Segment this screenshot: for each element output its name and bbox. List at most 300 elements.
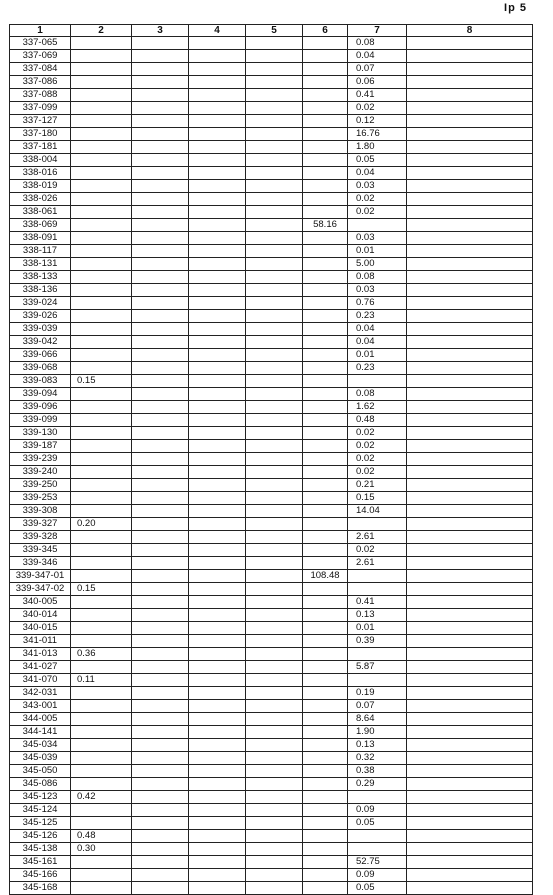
table-cell-col-5 [246,232,303,245]
table-cell-col-8 [407,635,533,648]
table-cell-col-8 [407,63,533,76]
table-cell-col-1: 337-181 [10,141,71,154]
table-cell-col-5 [246,466,303,479]
table-cell-col-6 [303,89,348,102]
table-cell-col-6 [303,830,348,843]
table-cell-col-6 [303,687,348,700]
table-cell-col-6: 58.16 [303,219,348,232]
table-row [10,843,533,856]
column-header: 3 [132,25,189,37]
table-cell-col-3 [132,791,189,804]
table-row [10,414,533,427]
table-cell-col-3 [132,765,189,778]
table-cell-col-1: 339-096 [10,401,71,414]
table-cell-col-1: 339-024 [10,297,71,310]
table-cell-col-4 [189,193,246,206]
table-cell-col-6 [303,856,348,869]
table-cell-col-7: 0.02 [348,193,407,206]
table-row [10,596,533,609]
table-cell-col-1: 345-039 [10,752,71,765]
table-cell-col-4 [189,310,246,323]
table-cell-col-6 [303,102,348,115]
table-cell-col-7: 0.02 [348,544,407,557]
table-cell-col-4 [189,362,246,375]
table-cell-col-7: 0.39 [348,635,407,648]
table-cell-col-8 [407,882,533,895]
table-cell-col-1: 339-094 [10,388,71,401]
table-cell-col-5 [246,128,303,141]
table-cell-col-2 [71,635,132,648]
table-row [10,362,533,375]
table-cell-col-6 [303,440,348,453]
table-cell-col-6 [303,336,348,349]
table-cell-col-6 [303,258,348,271]
table-cell-col-7: 0.04 [348,167,407,180]
table-cell-col-3 [132,232,189,245]
table-cell-col-6 [303,141,348,154]
table-cell-col-2: 0.15 [71,375,132,388]
table-cell-col-2 [71,128,132,141]
table-cell-col-2 [71,50,132,63]
table-cell-col-3 [132,76,189,89]
table-cell-col-1: 339-250 [10,479,71,492]
table-cell-col-3 [132,219,189,232]
table-cell-col-5 [246,765,303,778]
table-cell-col-6 [303,531,348,544]
table-cell-col-1: 339-039 [10,323,71,336]
table-cell-col-5 [246,284,303,297]
table-cell-col-2 [71,310,132,323]
table-cell-col-8 [407,232,533,245]
table-cell-col-7: 0.13 [348,609,407,622]
table-cell-col-3 [132,869,189,882]
table-cell-col-5 [246,401,303,414]
table-cell-col-8 [407,843,533,856]
table-cell-col-3 [132,570,189,583]
table-cell-col-8 [407,765,533,778]
table-row [10,401,533,414]
table-cell-col-8 [407,128,533,141]
table-row [10,193,533,206]
table-cell-col-3 [132,50,189,63]
table-cell-col-8 [407,700,533,713]
table-cell-col-6 [303,50,348,63]
table-cell-col-2 [71,453,132,466]
table-cell-col-6 [303,869,348,882]
table-cell-col-4 [189,271,246,284]
table-cell-col-1: 344-141 [10,726,71,739]
table-cell-col-3 [132,739,189,752]
table-cell-col-2 [71,778,132,791]
column-header: 1 [10,25,71,37]
table-cell-col-3 [132,414,189,427]
table-cell-col-3 [132,609,189,622]
table-cell-col-7: 0.08 [348,37,407,50]
table-cell-col-6 [303,817,348,830]
table-cell-col-4 [189,115,246,128]
table-cell-col-5 [246,323,303,336]
table-cell-col-1: 337-086 [10,76,71,89]
table-cell-col-6 [303,557,348,570]
table-cell-col-2 [71,219,132,232]
table-cell-col-7: 0.21 [348,479,407,492]
table-cell-col-5 [246,570,303,583]
table-cell-col-8 [407,713,533,726]
table-cell-col-3 [132,687,189,700]
table-cell-col-8 [407,583,533,596]
table-cell-col-8 [407,557,533,570]
table-cell-col-6 [303,245,348,258]
table-cell-col-6 [303,193,348,206]
table-cell-col-6: 108.48 [303,570,348,583]
table-cell-col-2 [71,557,132,570]
table-row [10,63,533,76]
table-cell-col-4 [189,648,246,661]
table-row [10,180,533,193]
table-cell-col-3 [132,856,189,869]
table-cell-col-3 [132,830,189,843]
table-cell-col-4 [189,843,246,856]
table-cell-col-3 [132,89,189,102]
table-cell-col-1: 345-126 [10,830,71,843]
table-cell-col-3 [132,102,189,115]
table-cell-col-7: 0.03 [348,284,407,297]
table-cell-col-4 [189,882,246,895]
table-cell-col-6 [303,297,348,310]
table-cell-col-6 [303,310,348,323]
table-cell-col-6 [303,271,348,284]
table-row [10,154,533,167]
table-row [10,882,533,895]
table-cell-col-5 [246,635,303,648]
table-cell-col-3 [132,271,189,284]
table-row [10,141,533,154]
table-cell-col-5 [246,778,303,791]
table-row [10,635,533,648]
table-cell-col-1: 345-123 [10,791,71,804]
table-cell-col-7: 5.00 [348,258,407,271]
table-cell-col-6 [303,661,348,674]
table-cell-col-8 [407,648,533,661]
table-cell-col-2 [71,492,132,505]
table-cell-col-3 [132,453,189,466]
table-cell-col-5 [246,505,303,518]
table-cell-col-2 [71,154,132,167]
table-row [10,310,533,323]
table-cell-col-2: 0.30 [71,843,132,856]
table-cell-col-2 [71,440,132,453]
table-cell-col-3 [132,882,189,895]
table-cell-col-6 [303,154,348,167]
table-cell-col-8 [407,401,533,414]
table-cell-col-7: 0.02 [348,466,407,479]
table-cell-col-6 [303,713,348,726]
table-cell-col-8 [407,336,533,349]
table-cell-col-6 [303,492,348,505]
table-row [10,50,533,63]
table-cell-col-2 [71,570,132,583]
table-cell-col-5 [246,154,303,167]
table-row [10,232,533,245]
table-cell-col-2 [71,505,132,518]
table-cell-col-6 [303,726,348,739]
table-cell-col-2 [71,245,132,258]
table-cell-col-8 [407,778,533,791]
table-cell-col-8 [407,258,533,271]
table-cell-col-6 [303,479,348,492]
table-cell-col-3 [132,375,189,388]
table-row [10,479,533,492]
table-cell-col-2 [71,102,132,115]
table-cell-col-8 [407,50,533,63]
table-cell-col-5 [246,206,303,219]
table-cell-col-5 [246,700,303,713]
table-cell-col-8 [407,323,533,336]
table-row [10,557,533,570]
table-cell-col-5 [246,830,303,843]
table-cell-col-3 [132,323,189,336]
table-cell-col-5 [246,622,303,635]
table-cell-col-2 [71,388,132,401]
table-cell-col-3 [132,258,189,271]
table-cell-col-2 [71,479,132,492]
table-cell-col-7: 1.62 [348,401,407,414]
table-cell-col-1: 338-004 [10,154,71,167]
table-cell-col-4 [189,401,246,414]
table-cell-col-2 [71,336,132,349]
table-row [10,167,533,180]
table-cell-col-7: 0.08 [348,388,407,401]
table-cell-col-1: 338-069 [10,219,71,232]
table-cell-col-2 [71,141,132,154]
table-cell-col-8 [407,752,533,765]
table-cell-col-5 [246,310,303,323]
table-cell-col-6 [303,375,348,388]
table-cell-col-6 [303,76,348,89]
table-cell-col-5 [246,141,303,154]
table-cell-col-7 [348,375,407,388]
table-row [10,531,533,544]
table-cell-col-7: 0.13 [348,739,407,752]
table-cell-col-5 [246,427,303,440]
table-row [10,726,533,739]
table-cell-col-1: 339-240 [10,466,71,479]
table-row [10,713,533,726]
table-cell-col-7 [348,830,407,843]
column-header: 5 [246,25,303,37]
table-cell-col-1: 345-034 [10,739,71,752]
table-cell-col-7: 2.61 [348,557,407,570]
table-cell-col-3 [132,193,189,206]
table-cell-col-4 [189,804,246,817]
table-cell-col-5 [246,63,303,76]
table-cell-col-1: 338-061 [10,206,71,219]
table-cell-col-4 [189,50,246,63]
table-cell-col-3 [132,128,189,141]
table-cell-col-5 [246,414,303,427]
table-cell-col-3 [132,518,189,531]
table-cell-col-1: 338-117 [10,245,71,258]
table-cell-col-3 [132,635,189,648]
table-cell-col-3 [132,752,189,765]
table-cell-col-6 [303,765,348,778]
table-cell-col-6 [303,427,348,440]
table-cell-col-7 [348,843,407,856]
table-cell-col-1: 339-328 [10,531,71,544]
table-cell-col-7: 0.38 [348,765,407,778]
table-cell-col-4 [189,518,246,531]
table-cell-col-4 [189,622,246,635]
table-cell-col-8 [407,492,533,505]
table-cell-col-2: 0.36 [71,648,132,661]
table-cell-col-2 [71,466,132,479]
table-cell-col-2 [71,89,132,102]
table-cell-col-5 [246,583,303,596]
table-cell-col-3 [132,661,189,674]
table-row [10,128,533,141]
table-cell-col-4 [189,531,246,544]
table-cell-col-1: 345-086 [10,778,71,791]
table-cell-col-2 [71,427,132,440]
table-cell-col-7 [348,648,407,661]
table-cell-col-4 [189,89,246,102]
table-cell-col-6 [303,180,348,193]
column-header: 6 [303,25,348,37]
table-cell-col-1: 339-239 [10,453,71,466]
table-cell-col-6 [303,505,348,518]
table-cell-col-5 [246,674,303,687]
table-cell-col-5 [246,869,303,882]
table-cell-col-1: 339-347-01 [10,570,71,583]
table-cell-col-7 [348,583,407,596]
table-row [10,102,533,115]
table-cell-col-3 [132,804,189,817]
table-row [10,583,533,596]
table-cell-col-1: 339-346 [10,557,71,570]
table-cell-col-2 [71,752,132,765]
table-cell-col-5 [246,843,303,856]
table-cell-col-7: 0.05 [348,882,407,895]
table-cell-col-4 [189,63,246,76]
table-cell-col-6 [303,115,348,128]
table-cell-col-1: 345-138 [10,843,71,856]
table-cell-col-8 [407,167,533,180]
table-cell-col-8 [407,453,533,466]
table-cell-col-8 [407,661,533,674]
table-cell-col-6 [303,635,348,648]
table-cell-col-4 [189,427,246,440]
table-cell-col-7: 0.09 [348,869,407,882]
table-cell-col-6 [303,466,348,479]
table-cell-col-4 [189,505,246,518]
table-cell-col-8 [407,76,533,89]
table-cell-col-2 [71,167,132,180]
table-cell-col-1: 339-327 [10,518,71,531]
table-row [10,271,533,284]
table-cell-col-6 [303,752,348,765]
table-cell-col-1: 339-347-02 [10,583,71,596]
table-cell-col-6 [303,609,348,622]
table-cell-col-2 [71,817,132,830]
table-cell-col-1: 338-136 [10,284,71,297]
table-cell-col-4 [189,726,246,739]
table-cell-col-2 [71,63,132,76]
table-cell-col-6 [303,453,348,466]
table-cell-col-1: 338-016 [10,167,71,180]
table-cell-col-2 [71,869,132,882]
table-cell-col-4 [189,687,246,700]
table-cell-col-5 [246,349,303,362]
table-cell-col-8 [407,570,533,583]
table-cell-col-8 [407,141,533,154]
table-row [10,674,533,687]
table-cell-col-5 [246,89,303,102]
table-cell-col-3 [132,362,189,375]
table-cell-col-8 [407,674,533,687]
table-cell-col-6 [303,284,348,297]
table-cell-col-2 [71,362,132,375]
table-cell-col-5 [246,115,303,128]
table-cell-col-1: 337-127 [10,115,71,128]
table-cell-col-6 [303,804,348,817]
table-cell-col-6 [303,843,348,856]
table-cell-col-4 [189,570,246,583]
table-cell-col-7: 0.12 [348,115,407,128]
table-row [10,427,533,440]
table-cell-col-3 [132,336,189,349]
table-cell-col-7: 14.04 [348,505,407,518]
table-cell-col-3 [132,115,189,128]
table-cell-col-8 [407,310,533,323]
table-cell-col-1: 342-031 [10,687,71,700]
table-cell-col-1: 345-125 [10,817,71,830]
table-cell-col-1: 339-042 [10,336,71,349]
table-row [10,440,533,453]
table-cell-col-4 [189,700,246,713]
table-cell-col-5 [246,479,303,492]
table-cell-col-7: 0.04 [348,336,407,349]
table-cell-col-1: 345-168 [10,882,71,895]
table-cell-col-4 [189,817,246,830]
table-cell-col-4 [189,752,246,765]
table-cell-col-6 [303,596,348,609]
table-cell-col-7: 0.07 [348,700,407,713]
table-row [10,219,533,232]
table-cell-col-1: 339-187 [10,440,71,453]
table-cell-col-1: 338-131 [10,258,71,271]
table-cell-col-3 [132,700,189,713]
table-cell-col-5 [246,804,303,817]
table-cell-col-1: 337-099 [10,102,71,115]
table-row [10,115,533,128]
table-cell-col-3 [132,141,189,154]
table-cell-col-5 [246,817,303,830]
table-cell-col-3 [132,557,189,570]
table-cell-col-1: 345-166 [10,869,71,882]
table-cell-col-8 [407,531,533,544]
table-cell-col-6 [303,583,348,596]
table-cell-col-6 [303,882,348,895]
table-cell-col-1: 344-005 [10,713,71,726]
table-cell-col-4 [189,557,246,570]
table-row [10,648,533,661]
table-cell-col-6 [303,778,348,791]
table-cell-col-7: 0.29 [348,778,407,791]
table-row [10,544,533,557]
table-cell-col-4 [189,713,246,726]
table-cell-col-7: 0.02 [348,427,407,440]
table-cell-col-1: 337-180 [10,128,71,141]
